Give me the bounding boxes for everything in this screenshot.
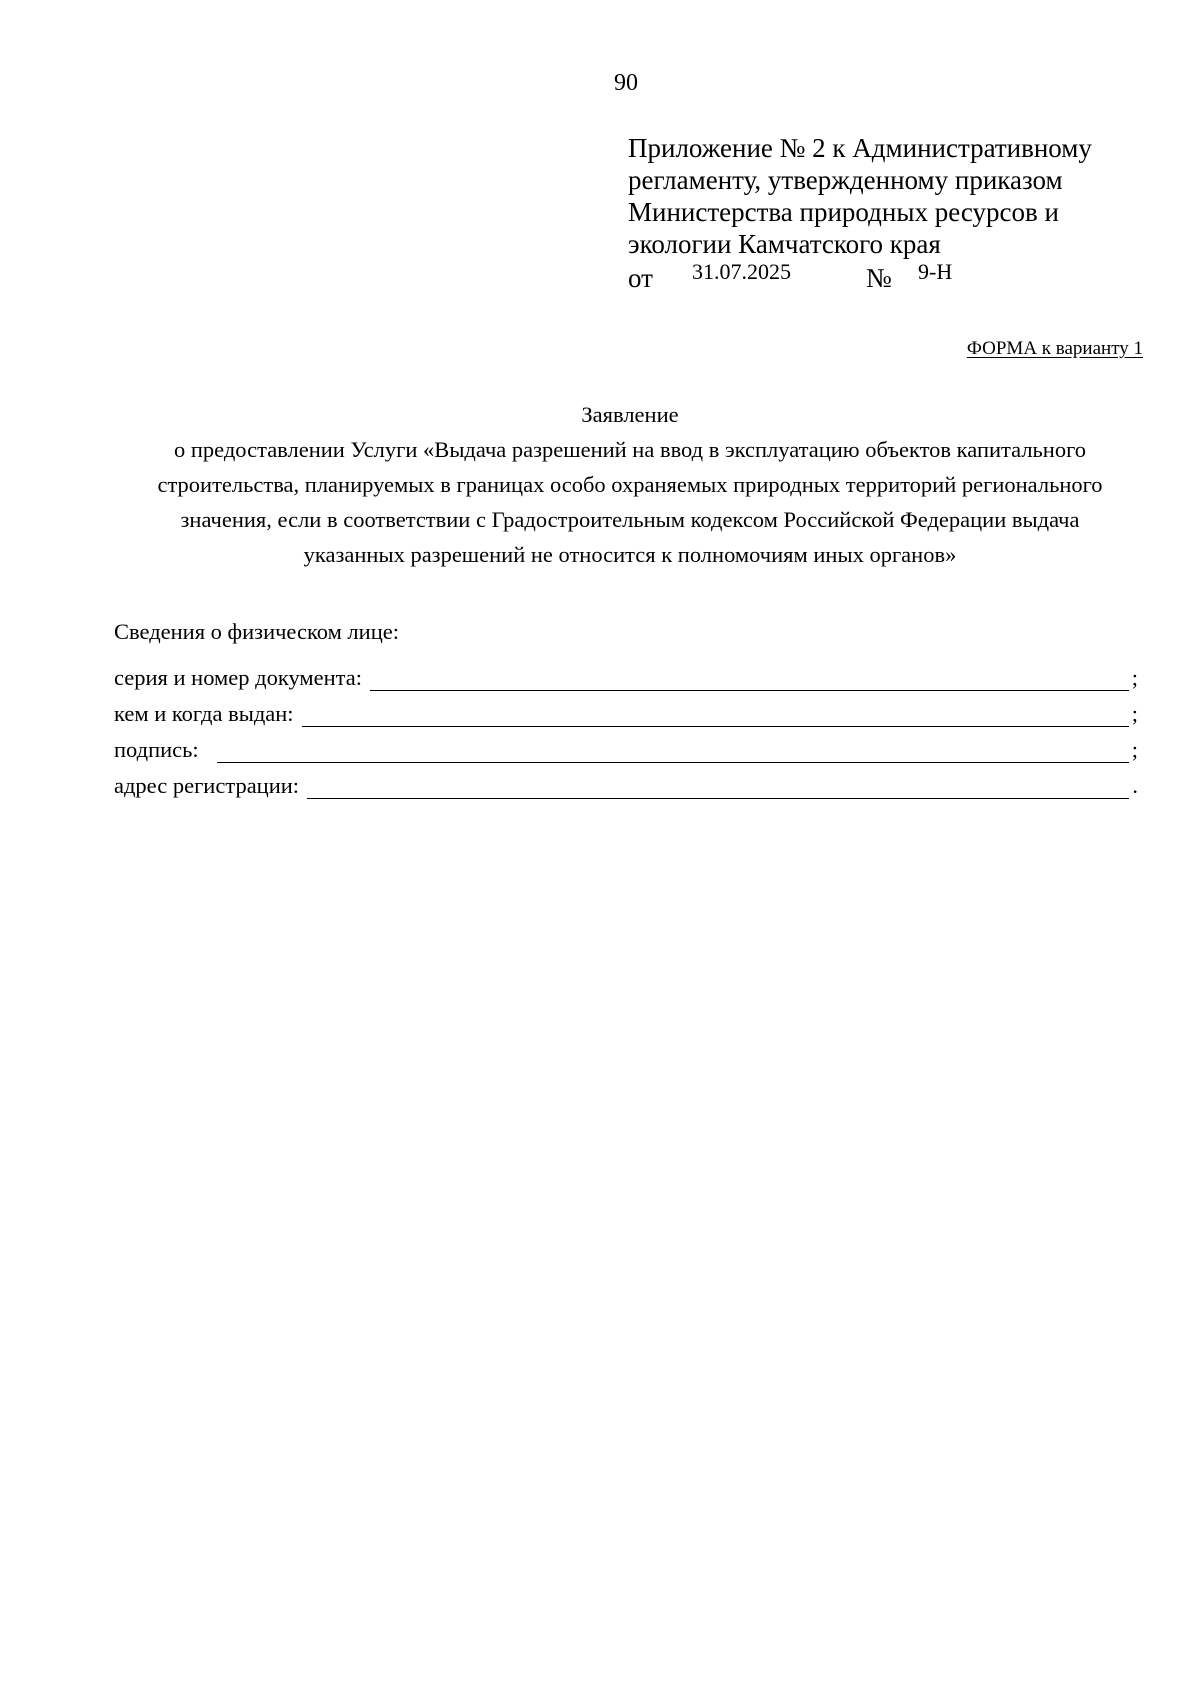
appendix-header [628,132,1148,260]
issued-by-blank[interactable] [302,700,1129,727]
registration-address-blank[interactable] [307,772,1129,799]
title-heading: Заявление [581,402,679,427]
field-label: кем и когда выдан: [114,701,294,726]
order-date: 31.07.2025 [692,259,791,284]
field-registration-address [114,763,1138,799]
field-end-mark: ; [1131,701,1138,726]
appendix-line: Приложение № 2 к Административному [628,133,1092,163]
field-label: адрес регистрации: [114,773,300,798]
field-label: серия и номер документа: [114,665,363,690]
title-line: значения, если в соответствии с Градостроительным кодексом Российской Федерации выдача [180,507,1080,532]
appendix-line: экологии Камчатского края [628,229,941,259]
title-line: о предоставлении Услуги «Выдача разрешений на ввод в эксплуатацию объектов капитального [173,437,1087,462]
document-number-blank[interactable] [370,664,1129,691]
application-title [0,397,1200,572]
field-label: подпись: [114,737,199,762]
applicant-fields [114,617,1138,799]
signature-blank[interactable] [217,736,1129,763]
appendix-line: регламенту, утвержденному приказом [628,165,1063,195]
form-variant-label: ФОРМА к варианту 1 [966,338,1143,359]
appendix-line: Министерства природных ресурсов и [628,197,1059,227]
title-line: указанных разрешений не относится к полномочиям иных органов» [303,542,957,567]
field-issued-by [114,691,1138,727]
order-from-label: от [628,263,653,293]
field-end-mark: ; [1131,665,1138,690]
fields-heading: Сведения о физическом лице: [114,619,399,644]
order-number: 9-Н [918,259,953,284]
field-end-mark: ; [1131,737,1138,762]
page-number: 90 [614,70,638,96]
order-number-sign: № [866,263,892,293]
title-line: строительства, планируемых в границах особо охраняемых природных территорий регионального [157,472,1103,497]
field-signature [114,727,1138,763]
field-end-mark: . [1132,773,1138,798]
field-document-number [114,655,1138,691]
